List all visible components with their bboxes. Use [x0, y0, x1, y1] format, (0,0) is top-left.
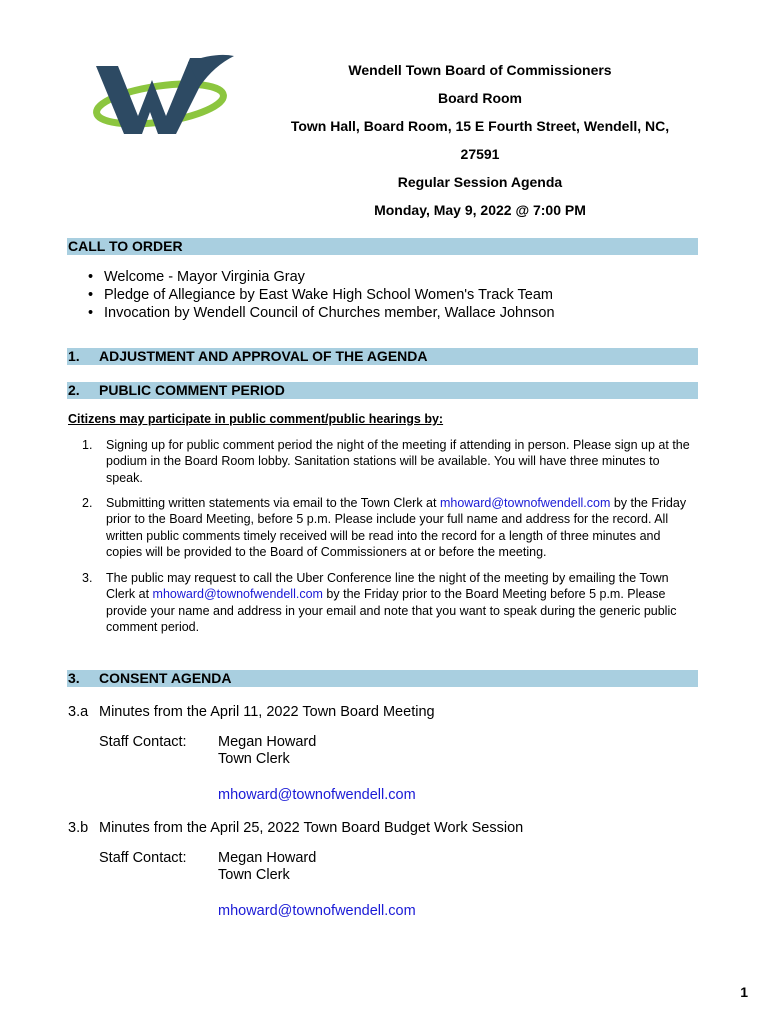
- staff-contact-title: Town Clerk: [218, 867, 290, 883]
- list-item: [78, 286, 555, 304]
- section-bar-call-to-order: [67, 238, 698, 255]
- consent-item-number: 3.b: [68, 820, 89, 836]
- bullet-icon: •: [88, 269, 94, 285]
- list-item: [78, 304, 555, 322]
- clerk-email-link[interactable]: mhoward@townofwendell.com: [152, 587, 323, 602]
- public-comment-intro: Citizens may participate in public comment/public hearings by:: [68, 412, 444, 426]
- item-text: Signing up for public comment period the night of the meeting if attending in person. Please sign up at the podium in the Board Room lobby. Sanitation stations will be available. You will have three minutes to speak.: [106, 438, 690, 485]
- staff-contact-email[interactable]: mhoward@townofwendell.com: [218, 787, 416, 803]
- list-item-text: Invocation by Wendell Council of Churches member, Wallace Johnson: [104, 305, 555, 321]
- header-line-date: Monday, May 9, 2022 @ 7:00 PM: [374, 202, 586, 218]
- wendell-w-logo: [88, 52, 238, 138]
- section-number: 3.: [68, 670, 80, 686]
- section-number: 1.: [68, 348, 80, 364]
- call-to-order-list: [78, 268, 555, 322]
- staff-contact-email[interactable]: mhoward@townofwendell.com: [218, 903, 416, 919]
- header-line-session: Regular Session Agenda: [397, 174, 563, 190]
- logo-graphic: [88, 52, 238, 138]
- staff-contact-title: Town Clerk: [218, 751, 290, 767]
- item-number: 3.: [82, 571, 93, 585]
- section-title: PUBLIC COMMENT PERIOD: [99, 382, 285, 398]
- list-item-text: Pledge of Allegiance by East Wake High School Women's Track Team: [104, 287, 554, 303]
- staff-contact-name: Megan Howard: [218, 734, 317, 750]
- staff-contact-name: Megan Howard: [218, 850, 317, 866]
- section-bar-consent-agenda: [67, 670, 698, 687]
- item-text: The public may request to call the Uber Conference line the night of the meeting by emailing the Town Clerk at mhoward@townofwendell.com by the Friday prior to the Board Meeting before 5 p.m. Please provide your name and address in your email and note that you want to speak during the generic public comment period.: [106, 571, 677, 635]
- page-number: 1: [740, 984, 748, 1000]
- section-number: 2.: [68, 382, 80, 398]
- clerk-email-link[interactable]: mhoward@townofwendell.com: [439, 496, 611, 510]
- section-title: CONSENT AGENDA: [99, 670, 232, 686]
- list-item: [78, 268, 555, 286]
- item-number: 1.: [82, 438, 93, 452]
- header-line-room: Board Room: [438, 90, 522, 106]
- list-item-text: Welcome - Mayor Virginia Gray: [104, 269, 305, 285]
- header-line-title: Wendell Town Board of Commissioners: [348, 62, 612, 78]
- bullet-icon: •: [88, 305, 94, 321]
- consent-item-title: Minutes from the April 11, 2022 Town Board Meeting: [99, 704, 435, 720]
- item-number: 2.: [82, 496, 93, 510]
- public-comment-item: [82, 495, 698, 561]
- header-line-zip: 27591: [460, 146, 500, 162]
- staff-contact-label: Staff Contact:: [99, 734, 187, 750]
- section-title: CALL TO ORDER: [68, 238, 183, 254]
- public-comment-item: [82, 570, 698, 636]
- consent-item-number: 3.a: [68, 704, 89, 720]
- section-bar-public-comment: [67, 382, 698, 399]
- item-text: Submitting written statements via email to the Town Clerk at mhoward@townofwendell.com by the Friday prior to the Board Meeting, before 5 p.m. Please include your full name and address for the record. All written public comments timely received will be read into the record for a length of three minutes and copies will be provided to the Board of Commissioners at or before the meeting.: [106, 496, 687, 560]
- public-comment-item: [82, 437, 698, 486]
- section-bar-adjustment: [67, 348, 698, 365]
- bullet-icon: •: [88, 287, 94, 303]
- consent-item-title: Minutes from the April 25, 2022 Town Board Budget Work Session: [99, 820, 524, 836]
- header-line-address: Town Hall, Board Room, 15 E Fourth Street, Wendell, NC,: [290, 118, 670, 134]
- staff-contact-label: Staff Contact:: [99, 850, 187, 866]
- section-title: ADJUSTMENT AND APPROVAL OF THE AGENDA: [99, 348, 428, 364]
